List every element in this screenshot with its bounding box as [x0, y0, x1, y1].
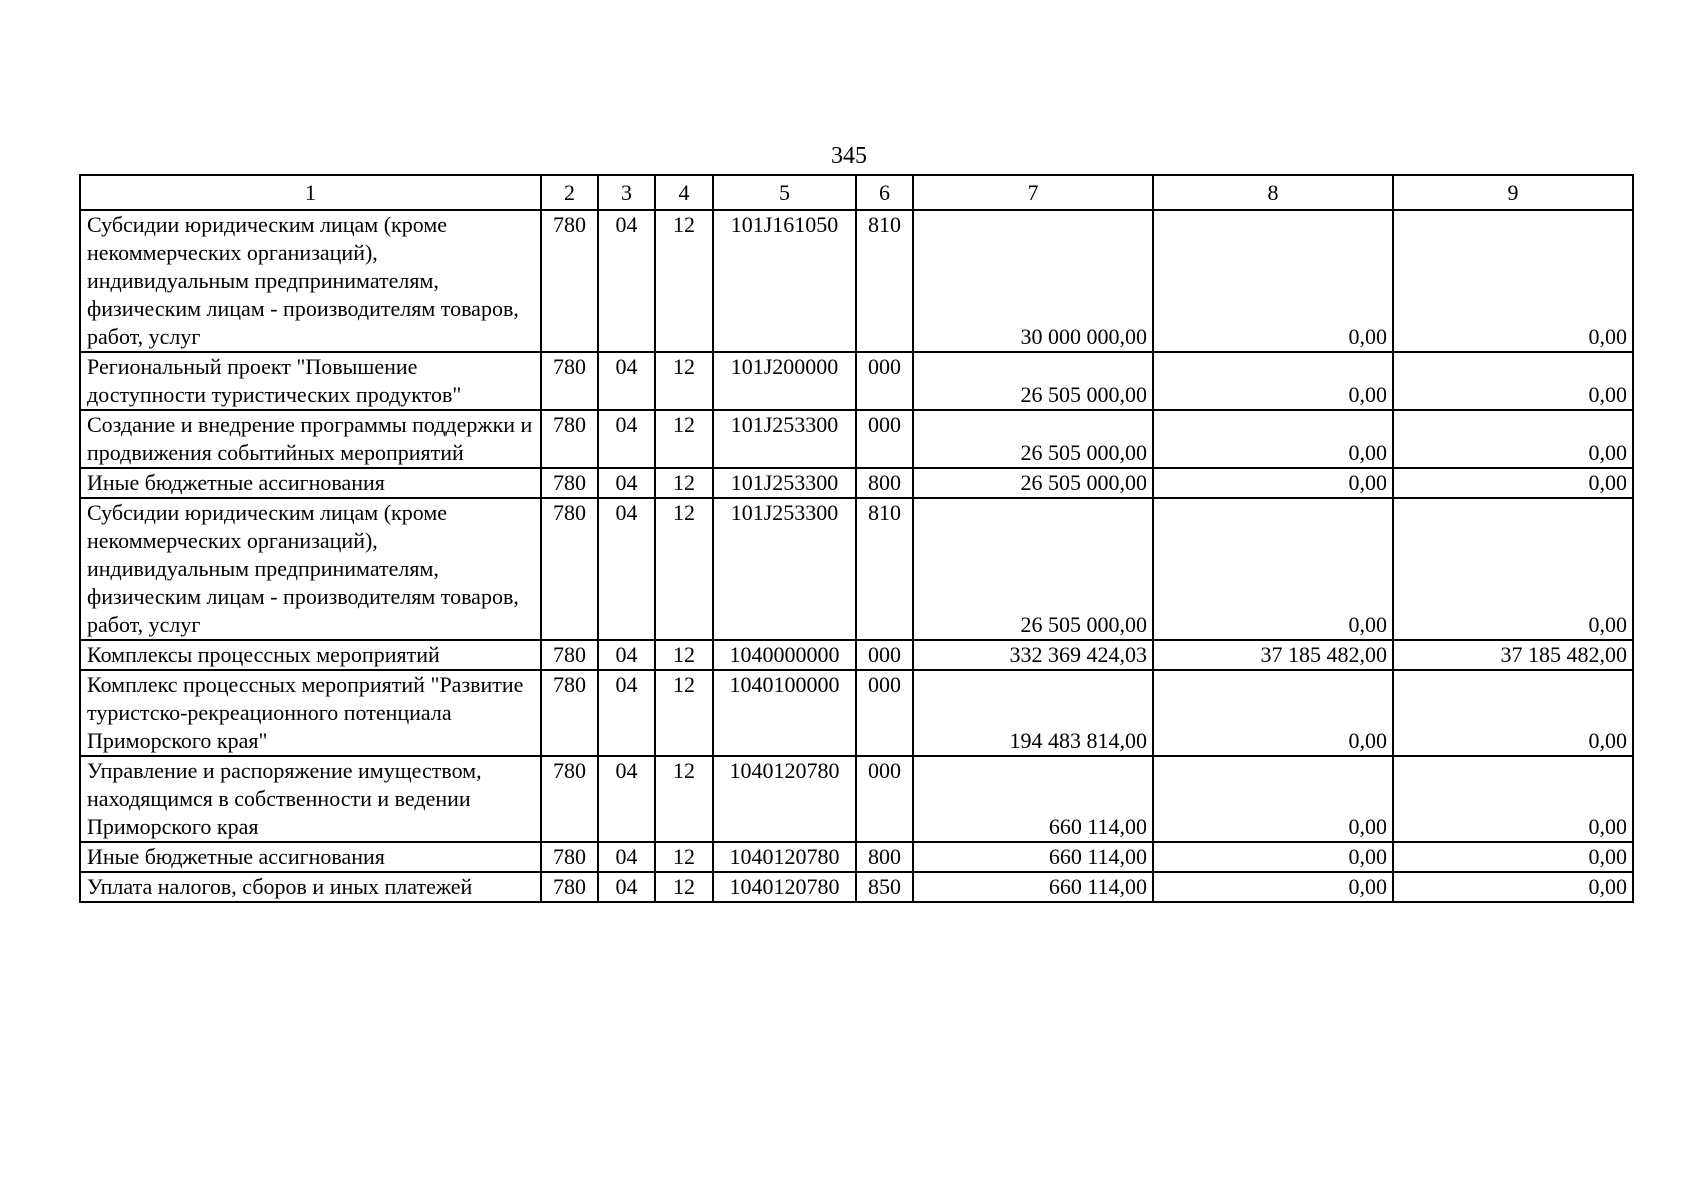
row-ministry-code: 780 — [541, 670, 598, 756]
table-row — [80, 498, 1633, 640]
row-name: Субсидии юридическим лицам (кроме некоммерческих организаций), индивидуальным предпринимателям, физическим лицам - производителям товаров, работ, услуг — [80, 498, 541, 640]
row-amount-col8: 0,00 — [1153, 670, 1393, 756]
table-row — [80, 210, 1633, 352]
table-row — [80, 640, 1633, 670]
row-section-code: 04 — [598, 670, 655, 756]
row-target-code: 101J161050 — [713, 210, 856, 352]
row-subsection-code: 12 — [655, 468, 713, 498]
row-expense-type-code: 800 — [856, 842, 913, 872]
row-amount-col9: 0,00 — [1393, 410, 1633, 468]
row-name: Создание и внедрение программы поддержки и продвижения событийных мероприятий — [80, 410, 541, 468]
column-header: 2 — [541, 175, 598, 210]
table-row — [80, 872, 1633, 902]
row-target-code: 1040120780 — [713, 872, 856, 902]
row-expense-type-code: 850 — [856, 872, 913, 902]
row-section-code: 04 — [598, 498, 655, 640]
row-amount-col9: 0,00 — [1393, 210, 1633, 352]
row-amount-col9: 0,00 — [1393, 842, 1633, 872]
row-ministry-code: 780 — [541, 498, 598, 640]
row-amount-col7: 26 505 000,00 — [913, 498, 1153, 640]
row-target-code: 1040120780 — [713, 842, 856, 872]
row-expense-type-code: 000 — [856, 670, 913, 756]
row-subsection-code: 12 — [655, 842, 713, 872]
row-expense-type-code: 810 — [856, 498, 913, 640]
row-ministry-code: 780 — [541, 640, 598, 670]
row-section-code: 04 — [598, 468, 655, 498]
row-amount-col7: 332 369 424,03 — [913, 640, 1153, 670]
row-amount-col9: 0,00 — [1393, 498, 1633, 640]
column-header: 7 — [913, 175, 1153, 210]
row-amount-col8: 0,00 — [1153, 210, 1393, 352]
row-subsection-code: 12 — [655, 640, 713, 670]
row-subsection-code: 12 — [655, 872, 713, 902]
row-ministry-code: 780 — [541, 842, 598, 872]
table-row — [80, 352, 1633, 410]
row-amount-col9: 0,00 — [1393, 756, 1633, 842]
row-name: Комплекс процессных мероприятий "Развитие туристско-рекреационного потенциала Приморского края" — [80, 670, 541, 756]
row-name: Региональный проект "Повышение доступности туристических продуктов" — [80, 352, 541, 410]
row-ministry-code: 780 — [541, 210, 598, 352]
row-section-code: 04 — [598, 872, 655, 902]
row-amount-col7: 660 114,00 — [913, 842, 1153, 872]
column-header: 6 — [856, 175, 913, 210]
row-expense-type-code: 000 — [856, 640, 913, 670]
column-header: 3 — [598, 175, 655, 210]
row-section-code: 04 — [598, 410, 655, 468]
row-section-code: 04 — [598, 352, 655, 410]
row-expense-type-code: 000 — [856, 756, 913, 842]
row-name: Иные бюджетные ассигнования — [80, 842, 541, 872]
row-amount-col9: 0,00 — [1393, 468, 1633, 498]
row-amount-col9: 0,00 — [1393, 670, 1633, 756]
row-subsection-code: 12 — [655, 210, 713, 352]
row-amount-col7: 26 505 000,00 — [913, 352, 1153, 410]
page-number: 345 — [831, 143, 867, 169]
row-section-code: 04 — [598, 842, 655, 872]
table-row — [80, 670, 1633, 756]
row-amount-col7: 26 505 000,00 — [913, 468, 1153, 498]
row-amount-col8: 0,00 — [1153, 872, 1393, 902]
row-amount-col8: 0,00 — [1153, 842, 1393, 872]
row-subsection-code: 12 — [655, 410, 713, 468]
row-amount-col8: 37 185 482,00 — [1153, 640, 1393, 670]
table-row — [80, 410, 1633, 468]
row-ministry-code: 780 — [541, 872, 598, 902]
header-row — [80, 175, 1633, 210]
table-row — [80, 842, 1633, 872]
row-amount-col7: 30 000 000,00 — [913, 210, 1153, 352]
row-name: Комплексы процессных мероприятий — [80, 640, 541, 670]
row-amount-col7: 26 505 000,00 — [913, 410, 1153, 468]
row-amount-col7: 660 114,00 — [913, 756, 1153, 842]
row-target-code: 101J253300 — [713, 498, 856, 640]
row-subsection-code: 12 — [655, 498, 713, 640]
row-amount-col9: 0,00 — [1393, 872, 1633, 902]
row-amount-col7: 194 483 814,00 — [913, 670, 1153, 756]
row-amount-col8: 0,00 — [1153, 410, 1393, 468]
row-expense-type-code: 000 — [856, 410, 913, 468]
column-header: 1 — [80, 175, 541, 210]
row-subsection-code: 12 — [655, 670, 713, 756]
row-target-code: 101J253300 — [713, 410, 856, 468]
row-name: Уплата налогов, сборов и иных платежей — [80, 872, 541, 902]
table-row — [80, 756, 1633, 842]
row-amount-col8: 0,00 — [1153, 756, 1393, 842]
row-amount-col7: 660 114,00 — [913, 872, 1153, 902]
column-header: 4 — [655, 175, 713, 210]
row-target-code: 1040120780 — [713, 756, 856, 842]
budget-table — [79, 174, 1634, 903]
row-section-code: 04 — [598, 210, 655, 352]
column-header: 8 — [1153, 175, 1393, 210]
row-target-code: 101J253300 — [713, 468, 856, 498]
row-name: Управление и распоряжение имуществом, находящимся в собственности и ведении Приморского края — [80, 756, 541, 842]
row-ministry-code: 780 — [541, 410, 598, 468]
row-amount-col9: 37 185 482,00 — [1393, 640, 1633, 670]
row-target-code: 1040000000 — [713, 640, 856, 670]
column-header: 9 — [1393, 175, 1633, 210]
row-expense-type-code: 810 — [856, 210, 913, 352]
row-section-code: 04 — [598, 640, 655, 670]
row-amount-col8: 0,00 — [1153, 352, 1393, 410]
row-expense-type-code: 800 — [856, 468, 913, 498]
row-amount-col9: 0,00 — [1393, 352, 1633, 410]
row-ministry-code: 780 — [541, 352, 598, 410]
row-amount-col8: 0,00 — [1153, 468, 1393, 498]
row-target-code: 1040100000 — [713, 670, 856, 756]
table-row — [80, 468, 1633, 498]
row-target-code: 101J200000 — [713, 352, 856, 410]
row-name: Субсидии юридическим лицам (кроме некоммерческих организаций), индивидуальным предпринимателям, физическим лицам - производителям товаров, работ, услуг — [80, 210, 541, 352]
row-name: Иные бюджетные ассигнования — [80, 468, 541, 498]
row-expense-type-code: 000 — [856, 352, 913, 410]
row-amount-col8: 0,00 — [1153, 498, 1393, 640]
row-section-code: 04 — [598, 756, 655, 842]
row-subsection-code: 12 — [655, 352, 713, 410]
row-ministry-code: 780 — [541, 468, 598, 498]
row-subsection-code: 12 — [655, 756, 713, 842]
row-ministry-code: 780 — [541, 756, 598, 842]
column-header: 5 — [713, 175, 856, 210]
